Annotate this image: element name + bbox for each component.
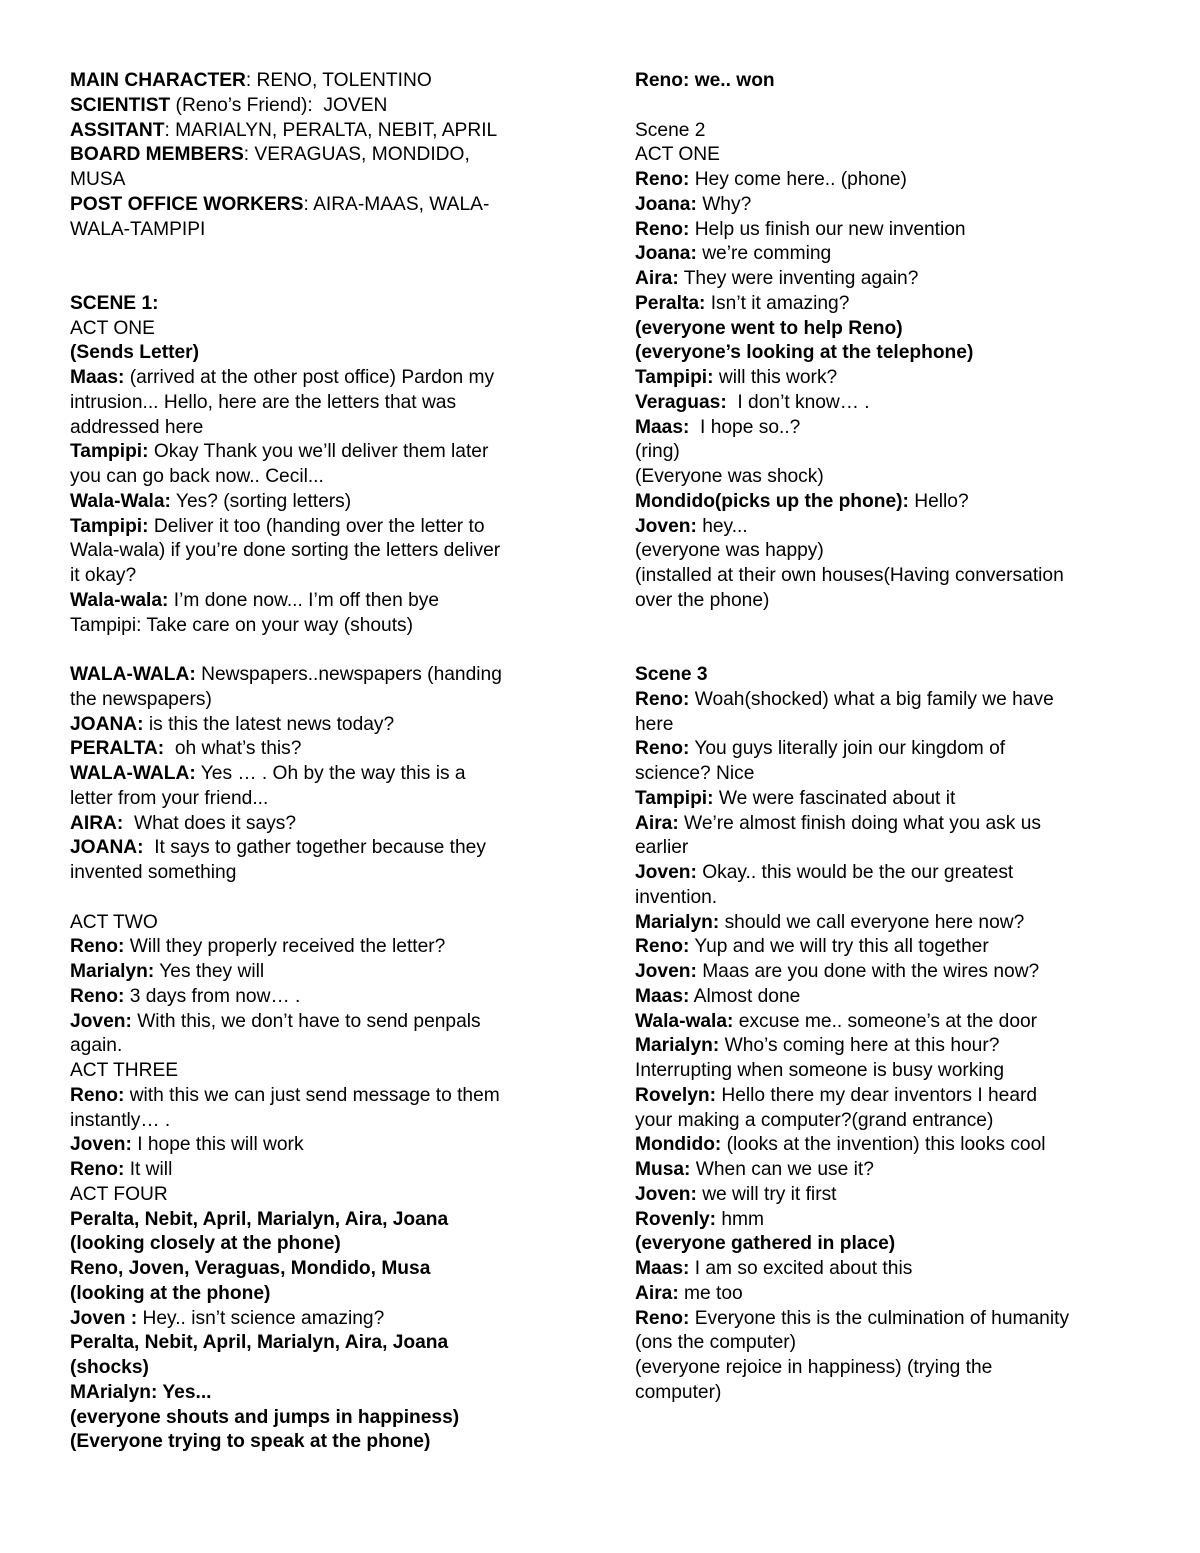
- line-text: I hope so..?: [689, 416, 801, 438]
- line-text: ACT THREE: [70, 1060, 179, 1081]
- speaker-or-direction: Joven :: [70, 1307, 138, 1329]
- script-line: [70, 713, 570, 738]
- line-text: (Reno’s Friend): JOVEN: [170, 94, 388, 116]
- speaker-or-direction: Maas:: [70, 367, 125, 388]
- script-line: [70, 886, 570, 911]
- script-line: [70, 1158, 570, 1183]
- line-text: Who’s coming here at this hour?: [719, 1035, 1000, 1057]
- script-line: [635, 836, 1135, 861]
- script-line: [70, 539, 570, 564]
- script-line: [70, 515, 570, 540]
- line-text: me too: [678, 1282, 743, 1304]
- script-line: [635, 787, 1135, 812]
- script-line: [70, 935, 570, 960]
- speaker-or-direction: Rovenly:: [635, 1208, 717, 1230]
- script-line: [70, 787, 570, 812]
- line-text: Yup and we will try this all together: [689, 936, 989, 958]
- script-line: [70, 836, 570, 861]
- line-text: What does it says?: [123, 812, 297, 834]
- speaker-or-direction: Mondido(picks up the phone):: [635, 490, 909, 512]
- script-line: [635, 1158, 1135, 1183]
- script-line: [635, 762, 1135, 787]
- script-line: [635, 1356, 1135, 1381]
- speaker-or-direction: Aira:: [635, 1282, 679, 1304]
- line-text: hmm: [716, 1208, 765, 1230]
- line-text: the newspapers): [70, 688, 212, 710]
- right-column: [635, 69, 1135, 1406]
- speaker-or-direction: Scene 3: [635, 664, 708, 685]
- line-text: : RENO, TOLENTINO: [245, 70, 432, 91]
- script-line: [635, 1034, 1135, 1059]
- speaker-or-direction: Marialyn:: [635, 911, 720, 933]
- line-text: Yes? (sorting letters): [170, 490, 352, 512]
- line-text: again.: [70, 1035, 123, 1057]
- line-text: Okay.. this would be the our greatest: [696, 862, 1014, 883]
- speaker-or-direction: Joven:: [635, 862, 697, 883]
- script-line: [635, 663, 1135, 688]
- line-text: we’re comming: [696, 243, 832, 265]
- line-text: I am so excited about this: [689, 1258, 913, 1279]
- script-line: [635, 440, 1135, 465]
- line-text: (ons the computer): [635, 1332, 797, 1354]
- left-column: [70, 69, 570, 1455]
- script-line: [635, 391, 1135, 416]
- speaker-or-direction: Reno:: [70, 936, 125, 958]
- script-line: [635, 168, 1135, 193]
- script-line: [70, 1059, 570, 1084]
- script-line: [635, 737, 1135, 762]
- script-line: [635, 985, 1135, 1010]
- script-line: [635, 341, 1135, 366]
- speaker-or-direction: Joven:: [70, 1010, 132, 1032]
- script-line: [70, 564, 570, 589]
- speaker-or-direction: SCIENTIST: [70, 94, 171, 116]
- script-line: [70, 1109, 570, 1134]
- line-text: (arrived at the other post office) Pardon my: [124, 367, 495, 388]
- line-text: Scene 2: [635, 119, 706, 141]
- script-line: [635, 539, 1135, 564]
- speaker-or-direction: Reno, Joven, Veraguas, Mondido, Musa: [70, 1258, 431, 1279]
- line-text: is this the latest news today?: [143, 713, 395, 735]
- script-line: [70, 119, 570, 144]
- script-line: [635, 614, 1135, 639]
- script-line: [635, 1059, 1135, 1084]
- script-line: [635, 911, 1135, 936]
- script-line: [70, 985, 570, 1010]
- script-line: [635, 1183, 1135, 1208]
- script-line: [70, 1307, 570, 1332]
- line-text: excuse me.. someone’s at the door: [733, 1010, 1038, 1032]
- speaker-or-direction: Reno:: [70, 1159, 125, 1180]
- script-line: [70, 638, 570, 663]
- script-line: [70, 193, 570, 218]
- line-text: over the phone): [635, 589, 770, 611]
- line-text: hey...: [696, 515, 748, 537]
- line-text: letter from your friend...: [70, 787, 269, 809]
- speaker-or-direction: Aira:: [635, 812, 679, 834]
- line-text: Woah(shocked) what a big family we have: [689, 688, 1054, 710]
- speaker-or-direction: Tampipi:: [70, 441, 149, 463]
- line-text: I hope this will work: [131, 1134, 304, 1156]
- line-text: We were fascinated about it: [713, 787, 956, 809]
- speaker-or-direction: ASSITANT: [70, 119, 165, 141]
- speaker-or-direction: Wala-Wala:: [70, 490, 171, 512]
- line-text: Hello?: [908, 490, 969, 512]
- line-text: your making a computer?(grand entrance): [635, 1109, 994, 1131]
- script-line: [635, 1331, 1135, 1356]
- speaker-or-direction: Joana:: [635, 193, 697, 215]
- script-line: [70, 737, 570, 762]
- line-text: : AIRA-MAAS, WALA-: [303, 193, 490, 215]
- speaker-or-direction: PERALTA:: [70, 738, 165, 760]
- speaker-or-direction: (looking closely at the phone): [70, 1233, 341, 1255]
- line-text: They were inventing again?: [678, 268, 919, 289]
- script-line: [635, 515, 1135, 540]
- line-text: Help us finish our new invention: [689, 218, 966, 240]
- line-text: computer): [635, 1381, 722, 1403]
- speaker-or-direction: MAIN CHARACTER: [70, 70, 246, 91]
- script-line: [635, 564, 1135, 589]
- script-line: [635, 94, 1135, 119]
- speaker-or-direction: Tampipi:: [635, 367, 714, 388]
- speaker-or-direction: Peralta, Nebit, April, Marialyn, Aira, Joana: [70, 1208, 449, 1230]
- script-line: [70, 1208, 570, 1233]
- line-text: When can we use it?: [690, 1159, 874, 1180]
- line-text: Hey come here.. (phone): [689, 169, 907, 190]
- line-text: I don’t know… .: [726, 391, 870, 413]
- script-line: [635, 638, 1135, 663]
- script-line: [635, 1307, 1135, 1332]
- line-text: Why?: [696, 193, 752, 215]
- line-text: science? Nice: [635, 763, 755, 784]
- line-text: It says to gather together because they: [143, 837, 486, 859]
- line-text: Hey.. isn’t science amazing?: [137, 1307, 385, 1329]
- line-text: : MARIALYN, PERALTA, NEBIT, APRIL: [164, 119, 498, 141]
- speaker-or-direction: Marialyn:: [635, 1035, 720, 1057]
- script-line: [635, 1010, 1135, 1035]
- script-line: [70, 861, 570, 886]
- line-text: intrusion... Hello, here are the letters that was: [70, 391, 457, 413]
- script-line: [635, 317, 1135, 342]
- speaker-or-direction: Maas:: [635, 416, 690, 438]
- line-text: earlier: [635, 837, 689, 859]
- line-text: It will: [124, 1159, 173, 1180]
- script-line: [70, 267, 570, 292]
- line-text: oh what’s this?: [164, 738, 302, 760]
- script-line: [70, 366, 570, 391]
- script-line: [70, 242, 570, 267]
- script-line: [70, 1406, 570, 1431]
- script-line: [635, 1208, 1135, 1233]
- script-line: [635, 713, 1135, 738]
- line-text: Will they properly received the letter?: [124, 936, 446, 958]
- script-line: [70, 94, 570, 119]
- script-line: [635, 490, 1135, 515]
- script-line: [70, 218, 570, 243]
- line-text: Yes they will: [154, 961, 265, 982]
- line-text: I’m done now... I’m off then bye: [168, 589, 440, 611]
- speaker-or-direction: Peralta, Nebit, April, Marialyn, Aira, Joana: [70, 1332, 449, 1354]
- speaker-or-direction: Maas:: [635, 985, 690, 1007]
- line-text: You guys literally join our kingdom of: [689, 738, 1006, 760]
- speaker-or-direction: Joven:: [635, 961, 697, 982]
- line-text: Okay Thank you we’ll deliver them later: [148, 441, 489, 463]
- line-text: with this we can just send message to them: [124, 1084, 500, 1106]
- line-text: should we call everyone here now?: [719, 911, 1025, 933]
- script-line: [70, 1381, 570, 1406]
- speaker-or-direction: Joana:: [635, 243, 697, 265]
- line-text: : VERAGUAS, MONDIDO,: [243, 144, 470, 166]
- line-text: Isn’t it amazing?: [705, 292, 850, 314]
- script-line: [635, 193, 1135, 218]
- script-line: [70, 1257, 570, 1282]
- speaker-or-direction: Wala-wala:: [635, 1010, 734, 1032]
- speaker-or-direction: Reno:: [70, 985, 125, 1007]
- speaker-or-direction: WALA-WALA:: [70, 763, 196, 784]
- script-line: [635, 1232, 1135, 1257]
- line-text: Yes … . Oh by the way this is a: [195, 763, 466, 784]
- script-line: [635, 1282, 1135, 1307]
- script-line: [70, 292, 570, 317]
- line-text: Wala-wala) if you’re done sorting the letters deliver: [70, 540, 501, 562]
- speaker-or-direction: Joven:: [635, 1183, 697, 1205]
- speaker-or-direction: Wala-wala:: [70, 589, 169, 611]
- script-line: [635, 812, 1135, 837]
- script-line: [635, 1381, 1135, 1406]
- script-line: [70, 1356, 570, 1381]
- script-line: [70, 1034, 570, 1059]
- script-line: [70, 69, 570, 94]
- script-line: [70, 440, 570, 465]
- speaker-or-direction: POST OFFICE WORKERS: [70, 193, 304, 215]
- line-text: Tampipi: Take care on your way (shouts): [70, 614, 414, 636]
- line-text: instantly… .: [70, 1109, 171, 1131]
- speaker-or-direction: (everyone shouts and jumps in happiness): [70, 1406, 460, 1428]
- speaker-or-direction: JOANA:: [70, 713, 144, 735]
- line-text: addressed here: [70, 416, 204, 438]
- script-line: [70, 960, 570, 985]
- script-line: [70, 416, 570, 441]
- script-line: [635, 935, 1135, 960]
- line-text: we will try it first: [696, 1183, 837, 1205]
- script-line: [70, 341, 570, 366]
- script-line: [635, 886, 1135, 911]
- speaker-or-direction: Mondido:: [635, 1134, 722, 1156]
- script-line: [70, 168, 570, 193]
- line-text: it okay?: [70, 565, 137, 586]
- speaker-or-direction: (everyone gathered in place): [635, 1233, 896, 1255]
- speaker-or-direction: SCENE 1:: [70, 292, 159, 314]
- speaker-or-direction: (Sends Letter): [70, 342, 200, 364]
- script-line: [70, 490, 570, 515]
- speaker-or-direction: (Everyone trying to speak at the phone): [70, 1431, 431, 1453]
- script-line: [635, 1084, 1135, 1109]
- script-line: [635, 69, 1135, 94]
- speaker-or-direction: Marialyn:: [70, 961, 155, 982]
- line-text: here: [635, 713, 674, 735]
- line-text: Hello there my dear inventors I heard: [716, 1084, 1038, 1106]
- line-text: invented something: [70, 862, 237, 883]
- speaker-or-direction: Joven:: [70, 1134, 132, 1156]
- line-text: We’re almost finish doing what you ask us: [678, 812, 1041, 834]
- speaker-or-direction: Aira:: [635, 268, 679, 289]
- script-line: [70, 391, 570, 416]
- speaker-or-direction: MArialyn: Yes...: [70, 1381, 212, 1403]
- speaker-or-direction: Reno:: [635, 169, 690, 190]
- line-text: (everyone was happy): [635, 540, 824, 562]
- script-line: [70, 143, 570, 168]
- script-line: [635, 292, 1135, 317]
- line-text: Almost done: [689, 985, 801, 1007]
- speaker-or-direction: Reno:: [635, 936, 690, 958]
- script-line: [635, 242, 1135, 267]
- script-line: [70, 663, 570, 688]
- script-line: [635, 861, 1135, 886]
- speaker-or-direction: Musa:: [635, 1159, 691, 1180]
- line-text: ACT ONE: [635, 144, 720, 166]
- script-line: [70, 812, 570, 837]
- line-text: (ring): [635, 441, 680, 463]
- line-text: (looks at the invention) this looks cool: [721, 1134, 1046, 1156]
- script-line: [635, 589, 1135, 614]
- speaker-or-direction: JOANA:: [70, 837, 144, 859]
- line-text: 3 days from now… .: [124, 985, 301, 1007]
- line-text: ACT FOUR: [70, 1183, 168, 1205]
- speaker-or-direction: Reno:: [635, 688, 690, 710]
- line-text: invention.: [635, 886, 718, 908]
- speaker-or-direction: Reno:: [635, 218, 690, 240]
- script-line: [70, 688, 570, 713]
- speaker-or-direction: (looking at the phone): [70, 1282, 271, 1304]
- script-line: [70, 614, 570, 639]
- line-text: MUSA: [70, 169, 126, 190]
- speaker-or-direction: Reno:: [635, 1307, 690, 1329]
- line-text: Maas are you done with the wires now?: [696, 961, 1040, 982]
- script-line: [635, 267, 1135, 292]
- speaker-or-direction: Peralta:: [635, 292, 706, 314]
- line-text: (installed at their own houses(Having conversation: [635, 565, 1064, 586]
- line-text: will this work?: [713, 367, 838, 388]
- script-line: [70, 1010, 570, 1035]
- line-text: ACT TWO: [70, 911, 158, 933]
- line-text: (everyone rejoice in happiness) (trying the: [635, 1357, 993, 1378]
- script-line: [70, 1084, 570, 1109]
- line-text: (Everyone was shock): [635, 466, 824, 487]
- speaker-or-direction: Rovelyn:: [635, 1084, 717, 1106]
- script-line: [70, 1430, 570, 1455]
- line-text: Newspapers..newspapers (handing: [195, 664, 502, 685]
- line-text: With this, we don’t have to send penpals: [131, 1010, 481, 1032]
- script-line: [70, 762, 570, 787]
- script-line: [635, 218, 1135, 243]
- script-line: [70, 1232, 570, 1257]
- speaker-or-direction: Joven:: [635, 515, 697, 537]
- speaker-or-direction: Veraguas:: [635, 391, 727, 413]
- speaker-or-direction: Tampipi:: [635, 787, 714, 809]
- script-line: [635, 1109, 1135, 1134]
- line-text: WALA-TAMPIPI: [70, 218, 206, 240]
- speaker-or-direction: AIRA:: [70, 812, 124, 834]
- speaker-or-direction: (shocks): [70, 1357, 149, 1378]
- script-line: [635, 1133, 1135, 1158]
- line-text: ACT ONE: [70, 317, 155, 339]
- script-line: [635, 1257, 1135, 1282]
- script-line: [635, 960, 1135, 985]
- script-line: [635, 688, 1135, 713]
- speaker-or-direction: Reno: we.. won: [635, 70, 775, 91]
- script-line: [70, 1133, 570, 1158]
- speaker-or-direction: Maas:: [635, 1258, 690, 1279]
- speaker-or-direction: BOARD MEMBERS: [70, 144, 244, 166]
- script-line: [70, 317, 570, 342]
- speaker-or-direction: Reno:: [635, 738, 690, 760]
- line-text: Interrupting when someone is busy working: [635, 1060, 1005, 1081]
- script-line: [70, 1282, 570, 1307]
- script-line: [635, 119, 1135, 144]
- speaker-or-direction: (everyone went to help Reno): [635, 317, 903, 339]
- line-text: Everyone this is the culmination of humanity: [689, 1307, 1070, 1329]
- script-line: [70, 1183, 570, 1208]
- script-line: [70, 465, 570, 490]
- line-text: you can go back now.. Cecil...: [70, 466, 324, 487]
- script-line: [70, 911, 570, 936]
- script-line: [635, 416, 1135, 441]
- script-line: [635, 143, 1135, 168]
- script-line: [635, 465, 1135, 490]
- speaker-or-direction: (everyone’s looking at the telephone): [635, 342, 974, 364]
- line-text: Deliver it too (handing over the letter to: [148, 515, 485, 537]
- script-line: [635, 366, 1135, 391]
- script-line: [70, 1331, 570, 1356]
- script-line: [70, 589, 570, 614]
- speaker-or-direction: WALA-WALA:: [70, 664, 196, 685]
- speaker-or-direction: Tampipi:: [70, 515, 149, 537]
- speaker-or-direction: Reno:: [70, 1084, 125, 1106]
